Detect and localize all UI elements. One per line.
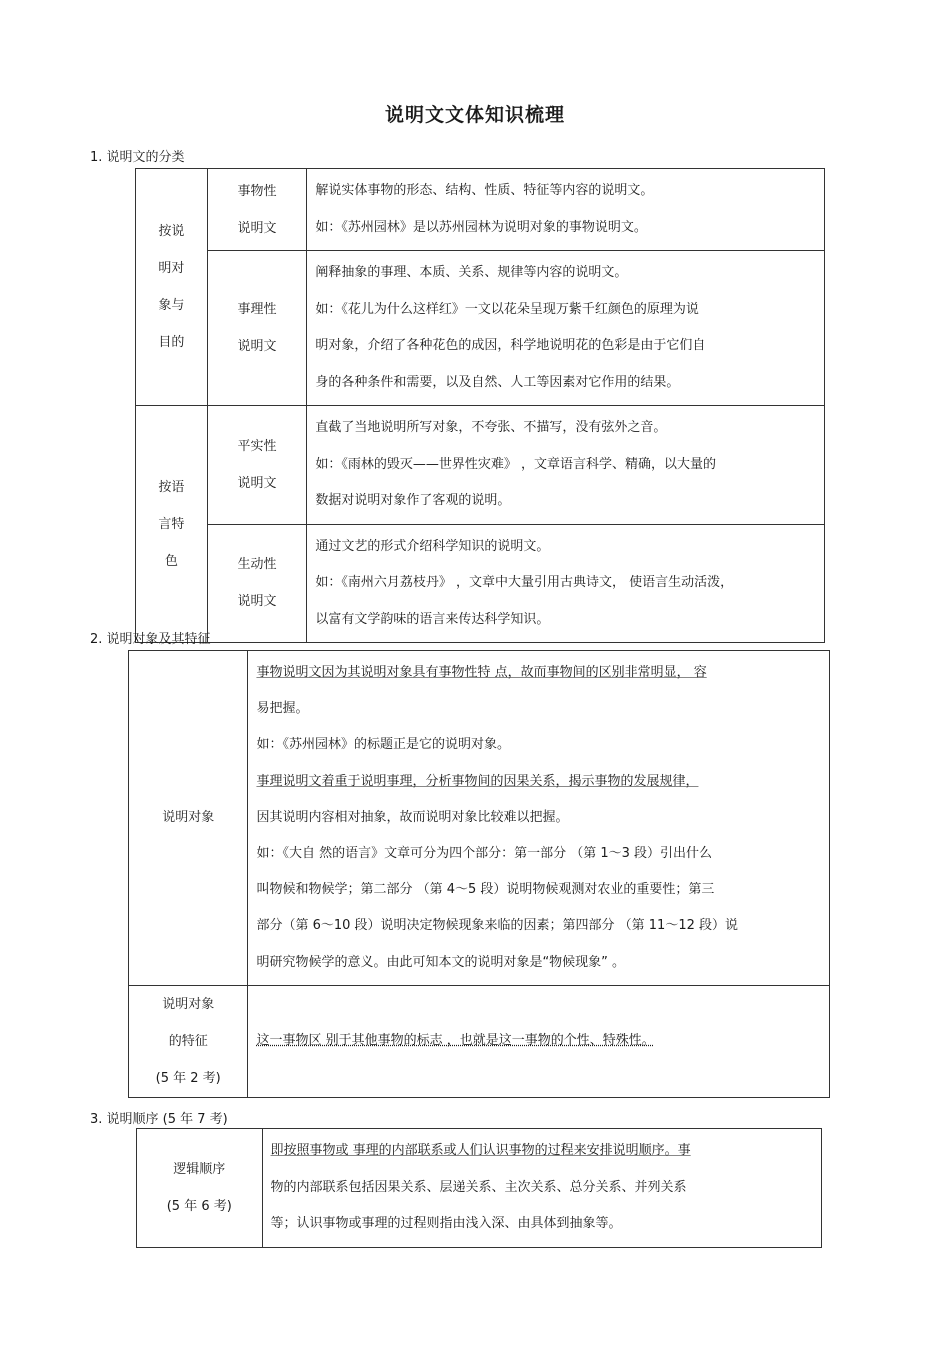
category-text: 言特 [158,516,185,532]
description-line: 明对象，介绍了各种花色的成因，科学地说明花的色彩是由于它们自 [315,338,706,353]
table-row [136,251,825,406]
label-cell [137,1129,263,1248]
type-text: 说明文 [237,594,277,610]
page-title: 说明文文体知识梳理 [384,104,565,126]
category-text: 按说 [158,224,185,239]
description-line: 部分（第 6～10 段）说明决定物候现象来临的因素；第四部分 （第 11～12 段）说 [256,918,738,934]
type-cell [207,169,307,251]
type-text: 说明文 [237,475,277,491]
label-text: 逻辑顺序 [173,1161,226,1177]
description-line: 如：《雨林的毁灭——世界性灾难》 ，文章语言科学、精确，以大量的 [315,456,716,472]
category-text: 目的 [158,335,185,350]
label-text: (5 年 2 考) [155,1070,221,1086]
description-line: 如：《苏州园林》是以苏州园林为说明对象的事物说明文。 [315,219,647,235]
description-line: 直截了当地说明所写对象，不夸张、不描写，没有弦外之音。 [315,420,667,435]
section-1-heading: 1. 说明文的分类 [90,150,185,165]
description-cell [248,985,830,1097]
object-table [128,650,830,1098]
description-line: 等；认识事物或事理的过程则指由浅入深、由具体到抽象等。 [270,1216,622,1231]
description-line: 因其说明内容相对抽象，故而说明对象比较难以把握。 [256,809,569,825]
type-text: 事理性 [237,302,277,317]
category-cell [136,169,208,406]
type-text: 说明文 [237,339,277,354]
category-text: 色 [164,553,178,569]
type-cell [207,406,307,525]
type-text: 说明文 [237,220,277,236]
type-text: 平实性 [237,438,277,454]
description-line: 这一事物区 别于其他事物的标志 ，也就是这一事物的个性、特殊性。 [256,1033,655,1049]
table-row [136,406,825,525]
description-cell [248,651,830,986]
description-line: 阐释抽象的事理、本质、关系、规律等内容的说明文。 [315,265,628,280]
description-line: 叫物候和物候学；第二部分 （第 4～5 段）说明物候观测对农业的重要性；第三 [256,882,715,898]
description-line: 物的内部联系包括因果关系、层递关系、主次关系、总分关系、并列关系 [270,1179,687,1195]
section-2-heading: 2. 说明对象及其特征 [90,632,211,647]
description-cell [307,169,825,251]
description-cell [307,251,825,406]
category-text: 明对 [158,261,185,276]
description-cell [262,1129,821,1248]
description-line: 身的各种条件和需要，以及自然、人工等因素对它作用的结果。 [315,374,680,390]
description-line: 易把握。 [256,701,309,717]
label-text: (5 年 6 考) [166,1198,232,1214]
description-line: 通过文艺的形式介绍科学知识的说明文。 [315,538,550,554]
table-row [136,169,825,251]
description-line: 事理说明文着重于说明事理，分析事物间的因果关系，揭示事物的发展规律， [256,773,699,789]
label-text: 说明对象 [162,996,215,1012]
type-cell [207,524,307,643]
description-cell [307,406,825,525]
table-row [129,985,830,1097]
description-line: 以富有文学韵味的语言来传达科学知识。 [315,611,550,627]
classification-table [135,168,825,643]
description-line: 如：《南州六月荔枝丹》 ，文章中大量引用古典诗文， 使语言生动活泼， [315,575,734,590]
category-text: 象与 [158,298,185,313]
table-row [129,651,830,986]
description-line: 明研究物候学的意义。由此可知本文的说明对象是“物候现象” 。 [256,954,626,970]
label-cell [129,651,248,986]
order-table [136,1128,822,1248]
description-line: 如：《苏州园林》的标题正是它的说明对象。 [256,737,510,753]
table-row [136,524,825,643]
description-line: 即按照事物或 事理的内部联系或人们认识事物的过程来安排说明顺序。事 [270,1143,691,1158]
description-line: 事物说明文因为其说明对象具有事物性特 点，故而事物间的区别非常明显， 容 [256,665,707,680]
label-cell [129,985,248,1097]
description-cell [307,524,825,643]
label-text: 说明对象 [162,810,215,826]
description-line: 解说实体事物的形态、结构、性质、特征等内容的说明文。 [315,183,654,198]
description-line: 如：《花儿为什么这样红》一文以花朵呈现万紫千红颜色的原理为说 [315,301,699,317]
table-row [137,1129,822,1248]
category-text: 按语 [158,479,185,495]
description-line: 数据对说明对象作了客观的说明。 [315,493,511,508]
label-text: 的特征 [168,1033,208,1049]
type-text: 生动性 [237,557,277,573]
description-line: 如：《大自 然的语言》文章可分为四个部分：第一部分 （第 1～3 段）引出什么 [256,846,713,862]
type-cell [207,251,307,406]
type-text: 事物性 [237,183,277,199]
category-cell [136,406,208,643]
section-3-heading: 3. 说明顺序 (5 年 7 考) [90,1112,228,1127]
